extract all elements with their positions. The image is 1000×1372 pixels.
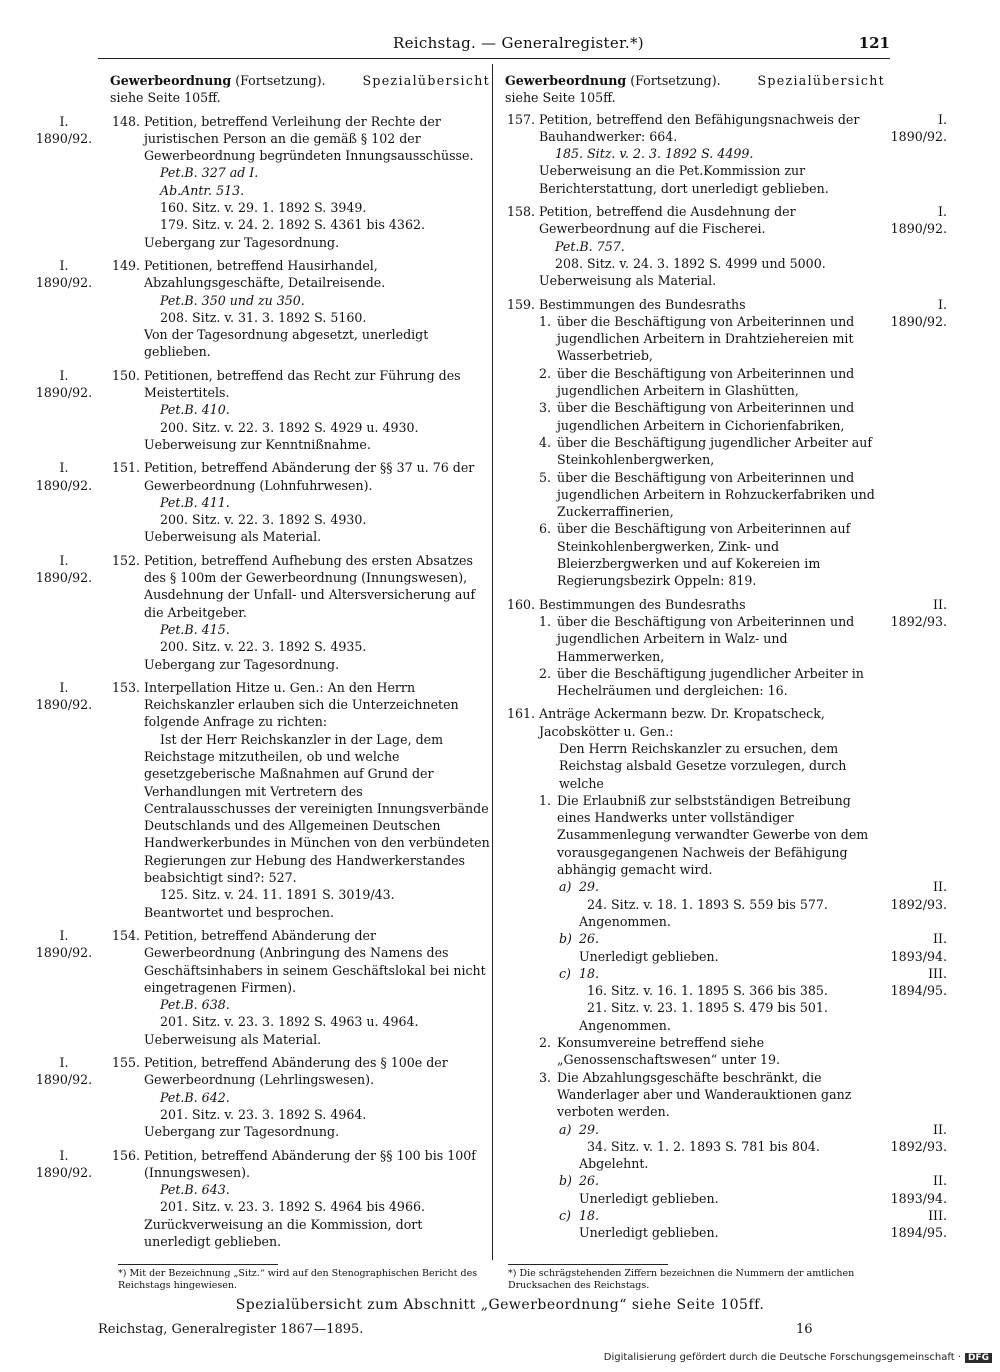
entry-text: Ist der Herr Reichskanzler in der Lage, dem Reichstage mitzutheilen, ob und welche gesetzgeberische Maßnahmen auf Grund der Verhandlungen mit Vertretern des Centralausschusses der vereinigten Innungsverbände Deutschlands und des Allgemeinen Deutschen Handwerkerbundes in München von den verbündeten Regierungen zur Hebung des Handwerkerstandes beabsichtigt sind?: 527. (144, 731, 490, 886)
entry-result: Ueberweisung als Material. (539, 273, 717, 289)
footer-title: Reichstag, Generalregister 1867—1895. (98, 1322, 364, 1337)
list-item: 6. über die Beschäftigung von Arbeiterinnen auf Steinkohlenbergwerken, Zink- und Bleierzbergwerken und auf Kokereien im Regierungsbezirk Oppeln: 819. (539, 521, 851, 589)
sheet-number: 16 (796, 1322, 813, 1337)
entry-157: 157. I. 1890/92. Petition, betreffend den Befähigungsnachweis der Bauhandwerker: 664. 185. Sitz. v. 2. 3. 1892 S. 4499. Ueberweisung an die Pet.Kommission zur Berichterstattung, dort unerledigt geblieben. (506, 111, 947, 196)
entry-intro: Den Herrn Reichskanzler zu ersuchen, dem Reichstag alsbald Gesetze vorzulegen, durch welche (559, 740, 847, 791)
session-label: I. 1890/92. (890, 204, 947, 237)
session-label: I. 1890/92. (890, 111, 947, 144)
entry-ref: 201. Sitz. v. 23. 3. 1892 S. 4964 bis 4966. (160, 1199, 425, 1215)
sub-item: a) 29. II. 24. Sitz. v. 18. 1. 1893 S. 559 bis 577. 1892/93. Angenommen. (559, 879, 947, 929)
list-item: 2. über die Beschäftigung jugendlicher Arbeiter in Hechelräumen und dergleichen: 16. (539, 665, 864, 699)
entry-ref: 200. Sitz. v. 22. 3. 1892 S. 4935. (160, 639, 367, 655)
session-label: I. 1890/92. (35, 367, 93, 401)
list-item: 4. über die Beschäftigung jugendlicher Arbeiter auf Steinkohlenbergwerken, (539, 434, 873, 468)
entry-155: 155. I. 1890/92. Petition, betreffend Abänderung des § 100e der Gewerbeordnung (Lehrlingswesen). Pet.B. 642. 201. Sitz. v. 23. 3. 1892 S. 4964. Uebergang zur Tagesordnung. (110, 1054, 490, 1140)
entry-158: 158. I. 1890/92. Petition, betreffend die Ausdehnung der Gewerbeordnung auf die Fischerei. Pet.B. 757. 208. Sitz. v. 24. 3. 1892 S. 4999 und 5000. Ueberweisung als Material. (506, 204, 947, 289)
entry-result: Ueberweisung als Material. (144, 1031, 322, 1047)
session-label: I. 1890/92. (35, 927, 93, 961)
entry-ref: 185. Sitz. v. 2. 3. 1892 S. 4499. (555, 146, 754, 162)
footnote-left: *) Mit der Bezeichnung „Sitz.“ wird auf den Stenographischen Bericht des Reichstags hingewiesen. (118, 1268, 478, 1291)
footnote-rule (118, 1264, 278, 1265)
section-heading: Gewerbeordnung (Fortsetzung). Spezialübersicht siehe Seite 105ff. (110, 73, 490, 106)
entry-ref: 201. Sitz. v. 23. 3. 1892 S. 4963 u. 4964. (160, 1014, 419, 1030)
sub-item: b) 26. II. Unerledigt geblieben. 1893/94. (559, 931, 947, 964)
entry-ref: Pet.B. 327 ad I. (160, 165, 259, 181)
entry-ref: 201. Sitz. v. 23. 3. 1892 S. 4964. (160, 1106, 367, 1122)
entry-ref: 160. Sitz. v. 29. 1. 1892 S. 3949. (160, 200, 367, 216)
session-label: I. 1890/92. (35, 1055, 93, 1088)
entry-text: Petition, betreffend den Befähigungsnachweis der Bauhandwerker: 664. (539, 111, 860, 144)
left-entries (35, 113, 490, 1251)
entry-text: Interpellation Hitze u. Gen.: An den Herrn Reichskanzler erlauben sich die Unterzeichneten folgende Anfrage zu richten: (144, 679, 459, 730)
entry-text: Petition, betreffend Abänderung der §§ 37 u. 76 der Gewerbeordnung (Lohnfuhrwesen). (144, 460, 475, 493)
session-label: I. 1890/92. (35, 679, 93, 713)
section-heading: Gewerbeordnung (Fortsetzung). Spezialübersicht siehe Seite 105ff. (505, 73, 885, 106)
left-column (35, 72, 490, 1253)
entry-ref: 208. Sitz. v. 31. 3. 1892 S. 5160. (160, 309, 367, 325)
entry-result: Uebergang zur Tagesordnung. (144, 234, 340, 250)
entry-text: Anträge Ackermann bezw. Dr. Kropatscheck, Jacobskötter u. Gen.: (539, 706, 825, 739)
list-item: 5. über die Beschäftigung von Arbeiterinnen und jugendlichen Arbeitern in Rohzuckerfabriken und Zuckerraffinerien, (539, 469, 875, 520)
entry-ref: 179. Sitz. v. 24. 2. 1892 S. 4361 bis 4362. (160, 217, 425, 233)
session-label: I. 1890/92. (35, 113, 93, 146)
entry-ref: Pet.B. 410. (160, 402, 230, 418)
entry-text: Petitionen, betreffend das Recht zur Führung des Meistertitels. (144, 367, 461, 401)
sub-item: a) 29. II. 34. Sitz. v. 1. 2. 1893 S. 781 bis 804. 1892/93. Abgelehnt. (559, 1121, 947, 1172)
entry-text: Petition, betreffend Verleihung der Rechte der juristischen Person an die gemäß § 102 der Gewerbeordnung begründeten Innungsausschüsse. (144, 113, 474, 164)
entry-153: 153. I. 1890/92. Interpellation Hitze u. Gen.: An den Herrn Reichskanzler erlauben sich die Unterzeichneten folgende Anfrage zu richten: Ist der Herr Reichskanzler in der Lage, dem Reichstage mitzutheilen, ob und welche gesetzgeberische Maßnahmen auf Grund der Verhandlungen mit Vertretern des Centralausschusses der vereinigten Innungsverbände Deutschlands und des Allgemeinen Deutschen Handwerkerbundes in München von den verbündeten Regierungen zur Hebung des Handwerkerstandes beabsichtigt sind?: 527. 125. Sitz. v. 24. 11. 1891 S. 3019/43. Beantwortet und besprochen. (110, 679, 490, 921)
entry-text: Petition, betreffend Abänderung der Gewerbeordnung (Anbringung des Namens des Geschäftsinhabers in seinem Geschäftslokal bei nicht eingetragenen Firmen). (144, 927, 486, 995)
list-item: 2. Konsumvereine betreffend siehe „Genossenschaftswesen“ unter 19. (539, 1035, 781, 1068)
session-label: II. 1892/93. (890, 596, 947, 629)
cross-reference-note: Spezialübersicht zum Abschnitt „Gewerbeordnung“ siehe Seite 105ff. (235, 1297, 765, 1313)
session-label: I. 1890/92. (35, 1147, 93, 1180)
entry-result: Ueberweisung an die Pet.Kommission zur Berichterstattung, dort unerledigt geblieben. (539, 163, 829, 196)
entry-161: 161. Anträge Ackermann bezw. Dr. Kropatscheck, Jacobskötter u. Gen.: Den Herrn Reichskanzler zu ersuchen, dem Reichstag alsbald Gesetze vorzulegen, durch welche 1. Die Erlaubniß zur selbstständigen Betreibung eines Handwerks unter vollständiger Zusammenlegung verwandter Gewerbe von dem vorausgegangenen Nachweis der Befähigung abhängig gemacht wird. a) 29. II. 24. Sitz. v. 18. 1. 1893 S. 559 bis 577. 1892/93. Angenommen. b) 26. II. Unerledigt geblieben. 1893/94. c) 18. III. 16. Sitz. v. 16. 1. 1895 S. 366 bis 385. 1894/95. 21. Sitz. v. 23. 1. 1895 S. 479 bis 501. Angenommen. 2. Konsumvereine betreffend siehe „Genossenschaftswesen“ unter 19. 3. Die Abzahlungsgeschäfte beschränkt, die Wanderlager aber und Wanderauktionen ganz verboten werden. a) 29. II. 34. Sitz. v. 1. 2. 1893 S. 781 bis 804. 1892/93. Abgelehnt. b) 26. II. Unerledigt geblieben. 1893/94. c) 18. III. Unerledigt geblieben. 1894/95. (506, 706, 947, 1241)
entry-154: 154. I. 1890/92. Petition, betreffend Abänderung der Gewerbeordnung (Anbringung des Namens des Geschäftsinhabers in seinem Geschäftslokal bei nicht eingetragenen Firmen). Pet.B. 638. 201. Sitz. v. 23. 3. 1892 S. 4963 u. 4964. Ueberweisung als Material. (110, 927, 490, 1048)
header-rule (98, 58, 890, 59)
entry-150: 150. I. 1890/92. Petitionen, betreffend das Recht zur Führung des Meistertitels. Pet.B. 410. 200. Sitz. v. 22. 3. 1892 S. 4929 u. 4930. Ueberweisung zur Kenntnißnahme. (110, 367, 490, 453)
entry-ref: 200. Sitz. v. 22. 3. 1892 S. 4929 u. 4930. (160, 419, 419, 435)
entry-text: Petitionen, betreffend Hausirhandel, Abzahlungsgeschäfte, Detailreisende. (144, 257, 386, 291)
entry-ref: Pet.B. 350 und zu 350. (160, 292, 305, 308)
dfg-logo: DFG (965, 1353, 992, 1363)
column-divider (492, 64, 493, 1260)
session-label: I. 1890/92. (35, 257, 93, 291)
entry-ref: 125. Sitz. v. 24. 11. 1891 S. 3019/43. (160, 887, 395, 903)
list-item: 1. Die Erlaubniß zur selbstständigen Betreibung eines Handwerks unter vollständiger Zusammenlegung verwandter Gewerbe von dem vorausgegangenen Nachweis der Befähigung abhängig gemacht wird. a) 29. II. 24. Sitz. v. 18. 1. 1893 S. 559 bis 577. 1892/93. Angenommen. b) 26. II. Unerledigt geblieben. 1893/94. c) 18. III. 16. Sitz. v. 16. 1. 1895 S. 366 bis 385. 1894/95. 21. Sitz. v. 23. 1. 1895 S. 479 bis 501. Angenommen. (539, 792, 947, 1033)
entry-text: Petition, betreffend Aufhebung des ersten Absatzes des § 100m der Gewerbeordnung (Innungswesen), Ausdehnung der Unfall- und Altersversicherung auf die Arbeitgeber. (144, 552, 476, 620)
entry-text: Petition, betreffend Abänderung der §§ 100 bis 100f (Innungswesen). (144, 1147, 476, 1180)
entry-ref: Pet.B. 415. (160, 621, 230, 637)
entry-ref: Pet.B. 411. (160, 494, 230, 510)
entry-result: Uebergang zur Tagesordnung. (144, 1124, 340, 1140)
sub-item: c) 18. III. Unerledigt geblieben. 1894/95. (559, 1208, 947, 1241)
entry-149: 149. I. 1890/92. Petitionen, betreffend Hausirhandel, Abzahlungsgeschäfte, Detailreisende. Pet.B. 350 und zu 350. 208. Sitz. v. 31. 3. 1892 S. 5160. Von der Tagesordnung abgesetzt, unerledigt geblieben. (110, 257, 490, 361)
entry-text: Bestimmungen des Bundesraths (539, 296, 746, 312)
entry-156: 156. I. 1890/92. Petition, betreffend Abänderung der §§ 100 bis 100f (Innungswesen). Pet.B. 643. 201. Sitz. v. 23. 3. 1892 S. 4964 bis 4966. Zurückverweisung an die Kommission, dort unerledigt geblieben. (110, 1147, 490, 1251)
list-item: 1. über die Beschäftigung von Arbeiterinnen und jugendlichen Arbeitern in Walz- und Hammerwerken, (539, 613, 855, 664)
session-label: I. 1890/92. (890, 296, 947, 329)
entry-ref: 200. Sitz. v. 22. 3. 1892 S. 4930. (160, 512, 367, 528)
right-column (505, 72, 947, 1245)
list-item: 2. über die Beschäftigung von Arbeiterinnen und jugendlichen Arbeitern in Glashütten, (539, 365, 855, 399)
entry-152: 152. I. 1890/92. Petition, betreffend Aufhebung des ersten Absatzes des § 100m der Gewerbeordnung (Innungswesen), Ausdehnung der Unfall- und Altersversicherung auf die Arbeitgeber. Pet.B. 415. 200. Sitz. v. 22. 3. 1892 S. 4935. Uebergang zur Tagesordnung. (110, 552, 490, 673)
entry-result: Uebergang zur Tagesordnung. (144, 656, 340, 672)
entry-result: Zurückverweisung an die Kommission, dort unerledigt geblieben. (144, 1216, 423, 1249)
entry-ref: Ab.Antr. 513. (160, 182, 245, 198)
entry-text: Bestimmungen des Bundesraths (539, 596, 746, 612)
entry-ref: Pet.B. 757. (555, 238, 625, 254)
list-item: 3. Die Abzahlungsgeschäfte beschränkt, die Wanderlager aber und Wanderauktionen ganz verboten werden. a) 29. II. 34. Sitz. v. 1. 2. 1893 S. 781 bis 804. 1892/93. Abgelehnt. b) 26. II. Unerledigt geblieben. 1893/94. c) 18. III. Unerledigt geblieben. 1894/95. (539, 1069, 947, 1241)
entry-text: Petition, betreffend Abänderung des § 100e der Gewerbeordnung (Lehrlingswesen). (144, 1055, 448, 1088)
entry-result: Ueberweisung als Material. (144, 529, 322, 545)
entry-160: 160. II. 1892/93. Bestimmungen des Bundesraths 1. über die Beschäftigung von Arbeiterinnen und jugendlichen Arbeitern in Walz- und Hammerwerken, 2. über die Beschäftigung jugendlicher Arbeiter in Hechelräumen und dergleichen: 16. (506, 596, 947, 699)
entry-ref: Pet.B. 643. (160, 1182, 230, 1198)
entry-result: Beantwortet und besprochen. (144, 904, 335, 920)
entry-ref: 208. Sitz. v. 24. 3. 1892 S. 4999 und 5000. (555, 255, 826, 271)
list-item: 3. über die Beschäftigung von Arbeiterinnen und jugendlichen Arbeitern in Cichorienfabriken, (539, 400, 855, 433)
session-label: I. 1890/92. (35, 552, 93, 586)
entry-ref: Pet.B. 642. (160, 1089, 230, 1105)
running-title: Reichstag. — Generalregister.*) (393, 34, 644, 52)
list-item: 1. über die Beschäftigung von Arbeiterinnen und jugendlichen Arbeitern in Drahtziehereien mit Wasserbetrieb, (539, 313, 855, 364)
entry-result: Ueberweisung zur Kenntnißnahme. (144, 436, 371, 452)
footnote-right: *) Die schrägstehenden Ziffern bezeichnen die Nummern der amtlichen Drucksachen des Reichstags. (508, 1268, 855, 1291)
sub-item: b) 26. II. Unerledigt geblieben. 1893/94. (559, 1173, 947, 1206)
entry-148: 148. I. 1890/92. Petition, betreffend Verleihung der Rechte der juristischen Person an die gemäß § 102 der Gewerbeordnung begründeten Innungsausschüsse. Pet.B. 327 ad I. Ab.Antr. 513. 160. Sitz. v. 29. 1. 1892 S. 3949. 179. Sitz. v. 24. 2. 1892 S. 4361 bis 4362. Uebergang zur Tagesordnung. (110, 113, 490, 251)
footnote-rule (508, 1264, 668, 1265)
dfg-credit: Digitalisierung gefördert durch die Deutsche Forschungsgemeinschaft · DFG (604, 1352, 992, 1363)
entry-159: 159. I. 1890/92. Bestimmungen des Bundesraths 1. über die Beschäftigung von Arbeiterinnen und jugendlichen Arbeitern in Drahtziehereien mit Wasserbetrieb, 2. über die Beschäftigung von Arbeiterinnen und jugendlichen Arbeitern in Glashütten, 3. über die Beschäftigung von Arbeiterinnen und jugendlichen Arbeitern in Cichorienfabriken, 4. über die Beschäftigung jugendlicher Arbeiter auf Steinkohlenbergwerken, 5. über die Beschäftigung von Arbeiterinnen und jugendlichen Arbeitern in Rohzuckerfabriken und Zuckerraffinerien, 6. über die Beschäftigung von Arbeiterinnen auf Steinkohlenbergwerken, Zink- und Bleierzbergwerken und auf Kokereien im Regierungsbezirk Oppeln: 819. (506, 296, 947, 589)
entry-text: Petition, betreffend die Ausdehnung der Gewerbeordnung auf die Fischerei. (539, 204, 796, 237)
entry-ref: Pet.B. 638. (160, 997, 230, 1013)
sub-item: c) 18. III. 16. Sitz. v. 16. 1. 1895 S. 366 bis 385. 1894/95. 21. Sitz. v. 23. 1. 1895 S. 479 bis 501. Angenommen. (559, 965, 947, 1033)
entry-result: Von der Tagesordnung abgesetzt, unerledigt geblieben. (144, 327, 429, 360)
page-header (98, 32, 890, 54)
page-number: 121 (858, 34, 890, 52)
entry-151: 151. I. 1890/92. Petition, betreffend Abänderung der §§ 37 u. 76 der Gewerbeordnung (Lohnfuhrwesen). Pet.B. 411. 200. Sitz. v. 22. 3. 1892 S. 4930. Ueberweisung als Material. (110, 459, 490, 545)
session-label: I. 1890/92. (35, 460, 93, 493)
